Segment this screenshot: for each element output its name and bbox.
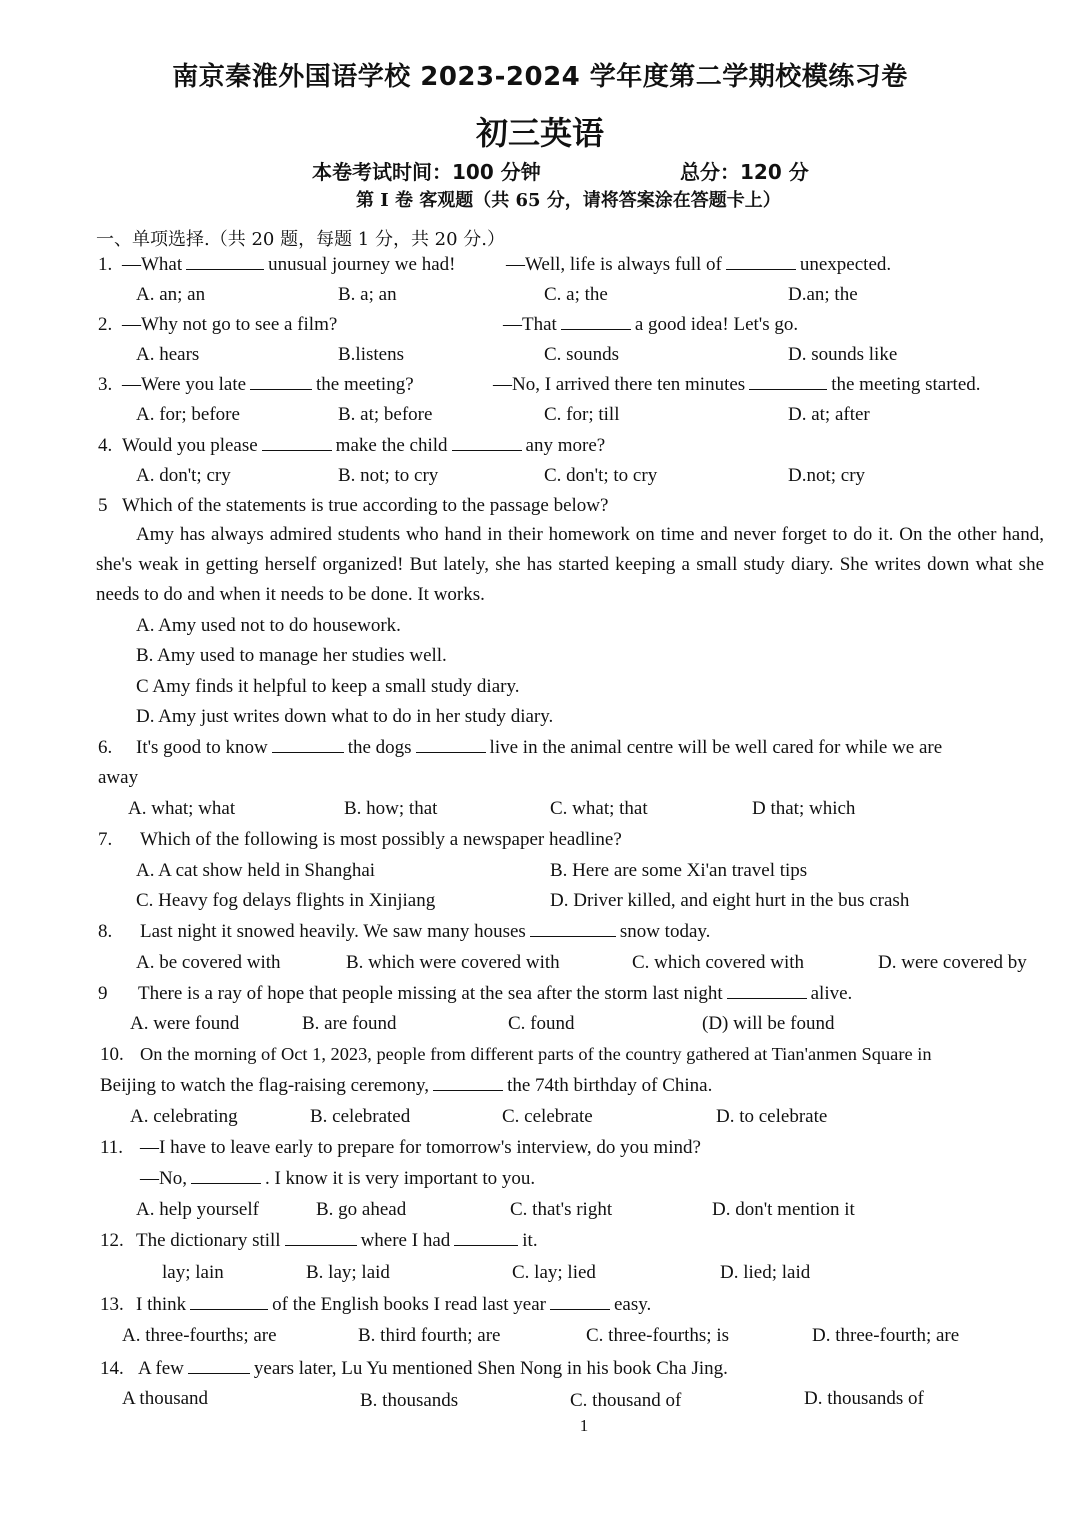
answer-blank [186, 268, 264, 270]
option-d: D. sounds like [788, 344, 898, 365]
option-c: C. lay; lied [512, 1262, 596, 1283]
option-d: D. Driver killed, and eight hurt in the bus crash [550, 890, 910, 911]
question-text: away [98, 767, 139, 788]
question-number: 9 [98, 983, 108, 1004]
option-c: C Amy finds it helpful to keep a small study diary. [136, 676, 520, 697]
part-one-heading: 第 I 卷 客观题（共 65 分，请将答案涂在答题卡上） [356, 190, 781, 211]
option-b: B. are found [302, 1013, 397, 1034]
option-b: B. not; to cry [338, 465, 439, 486]
option-c: C. that's right [510, 1199, 613, 1220]
option-d: (D) will be found [702, 1013, 835, 1034]
question-number: 12. [100, 1230, 124, 1251]
question-text: —That a good idea! Let's go. [503, 314, 799, 335]
option-c: C. what; that [550, 798, 648, 819]
option-d: D that; which [752, 798, 856, 819]
option-b: B. celebrated [310, 1106, 411, 1127]
answer-blank [250, 388, 312, 390]
option-c: C. found [508, 1013, 575, 1034]
option-c: C. a; the [544, 284, 608, 305]
question-text: On the morning of Oct 1, 2023, people from different parts of the country gathered at Tian'anmen Square in [140, 1044, 932, 1064]
answer-blank [550, 1308, 610, 1310]
option-a: A. help yourself [136, 1199, 259, 1220]
exam-time: 本卷考试时间：100 分钟 [312, 160, 541, 184]
option-c: C. celebrate [502, 1106, 593, 1127]
question-text: It's good to know the dogs live in the animal centre will be well cared for while we are [136, 737, 943, 758]
question-text: —No, I arrived there ten minutes the meeting started. [493, 374, 981, 395]
answer-blank [727, 997, 807, 999]
answer-blank [726, 268, 796, 270]
option-c: C. Heavy fog delays flights in Xinjiang [136, 890, 436, 911]
option-d: D. to celebrate [716, 1106, 828, 1127]
option-a: A. celebrating [130, 1106, 238, 1127]
question-number: 6. [98, 737, 113, 758]
question-text: —What unusual journey we had! [122, 254, 456, 275]
option-c: C. three-fourths; is [586, 1325, 730, 1346]
option-a: lay; lain [162, 1262, 224, 1283]
reading-passage: Amy has always admired students who hand in their homework on time and never forget to do it. On the other hand, she's weak in getting herself organized! But lately, she has started keeping a small study diary. She writes down what she needs to do and when it needs to be done. It works. [96, 524, 1044, 605]
question-text: A few years later, Lu Yu mentioned Shen Nong in his book Cha Jing. [138, 1358, 728, 1379]
total-score: 总分：120 分 [680, 160, 809, 184]
option-a: A. what; what [128, 798, 236, 819]
option-a: A. Amy used not to do housework. [136, 615, 401, 636]
option-d: D. lied; laid [720, 1262, 811, 1283]
option-d: D. Amy just writes down what to do in her study diary. [136, 706, 554, 727]
option-b: B. lay; laid [306, 1262, 390, 1283]
option-c: C. for; till [544, 404, 620, 425]
answer-blank [416, 751, 486, 753]
question-number: 5 [98, 495, 108, 516]
question-text: Beijing to watch the flag-raising ceremony, the 74th birthday of China. [100, 1075, 713, 1096]
option-d: D. three-fourth; are [812, 1325, 960, 1346]
answer-blank [530, 935, 616, 937]
section-heading: 一、单项选择.（共 20 题，每题 1 分，共 20 分.） [96, 229, 506, 250]
question-text: —I have to leave early to prepare for tomorrow's interview, do you mind? [140, 1137, 701, 1158]
answer-blank [191, 1182, 261, 1184]
option-a: A. an; an [136, 284, 206, 305]
answer-blank [561, 328, 631, 330]
question-text: —No, . I know it is very important to you. [140, 1168, 536, 1189]
question-text: Last night it snowed heavily. We saw many houses snow today. [140, 921, 711, 942]
answer-blank [262, 449, 332, 451]
option-b: B. which were covered with [346, 952, 560, 973]
question-number: 2. [98, 314, 113, 335]
option-b: B. at; before [338, 404, 433, 425]
question-number: 8. [98, 921, 113, 942]
option-b: B. thousands [360, 1390, 459, 1411]
question-text: —Why not go to see a film? [122, 314, 338, 335]
answer-blank [190, 1308, 268, 1310]
answer-blank [452, 449, 522, 451]
school-exam-title: 南京秦淮外国语学校 2023-2024 学年度第二学期校模练习卷 [172, 62, 908, 92]
option-c: C. sounds [544, 344, 619, 365]
answer-blank [433, 1089, 503, 1091]
option-a: A. for; before [136, 404, 240, 425]
answer-blank [749, 388, 827, 390]
question-text: —Well, life is always full of unexpected. [506, 254, 892, 275]
option-a: A. were found [130, 1013, 240, 1034]
option-d: D. don't mention it [712, 1199, 855, 1220]
question-number: 11. [100, 1137, 124, 1158]
subject-title: 初三英语 [475, 114, 604, 152]
option-a: A thousand [122, 1388, 209, 1409]
option-d: D.an; the [788, 284, 858, 305]
question-number: 1. [98, 254, 113, 275]
option-c: C. thousand of [570, 1390, 682, 1411]
option-c: C. which covered with [632, 952, 805, 973]
question-text: —Were you late the meeting? [122, 374, 414, 395]
option-d: D. were covered by [878, 952, 1027, 973]
question-number: 10. [100, 1044, 124, 1065]
question-text: Which of the statements is true according to the passage below? [122, 495, 609, 516]
answer-blank [188, 1372, 250, 1374]
question-text: Which of the following is most possibly a newspaper headline? [140, 829, 622, 850]
answer-blank [272, 751, 344, 753]
option-a: A. hears [136, 344, 200, 365]
option-a: A. three-fourths; are [122, 1325, 277, 1346]
option-b: B. a; an [338, 284, 397, 305]
question-number: 7. [98, 829, 113, 850]
option-b: B.listens [338, 344, 404, 365]
option-d: D.not; cry [788, 465, 866, 486]
option-c: C. don't; to cry [544, 465, 658, 486]
option-b: B. go ahead [316, 1199, 407, 1220]
option-b: B. how; that [344, 798, 438, 819]
option-a: A. A cat show held in Shanghai [136, 860, 376, 881]
question-text: I think of the English books I read last year easy. [136, 1294, 652, 1315]
option-a: A. be covered with [136, 952, 281, 973]
question-number: 3. [98, 374, 113, 395]
answer-blank [454, 1244, 518, 1246]
option-b: B. Here are some Xi'an travel tips [550, 860, 808, 881]
question-text: Would you please make the child any more? [122, 435, 606, 456]
question-text: The dictionary still where I had it. [136, 1230, 538, 1251]
option-a: A. don't; cry [136, 465, 231, 486]
option-d: D. thousands of [804, 1388, 924, 1409]
page-number: 1 [579, 1416, 589, 1435]
question-text: There is a ray of hope that people missing at the sea after the storm last night alive. [138, 983, 853, 1004]
question-number: 14. [100, 1358, 124, 1379]
question-number: 4. [98, 435, 113, 456]
answer-blank [285, 1244, 357, 1246]
option-d: D. at; after [788, 404, 870, 425]
option-b: B. Amy used to manage her studies well. [136, 645, 447, 666]
question-number: 13. [100, 1294, 124, 1315]
option-b: B. third fourth; are [358, 1325, 501, 1346]
